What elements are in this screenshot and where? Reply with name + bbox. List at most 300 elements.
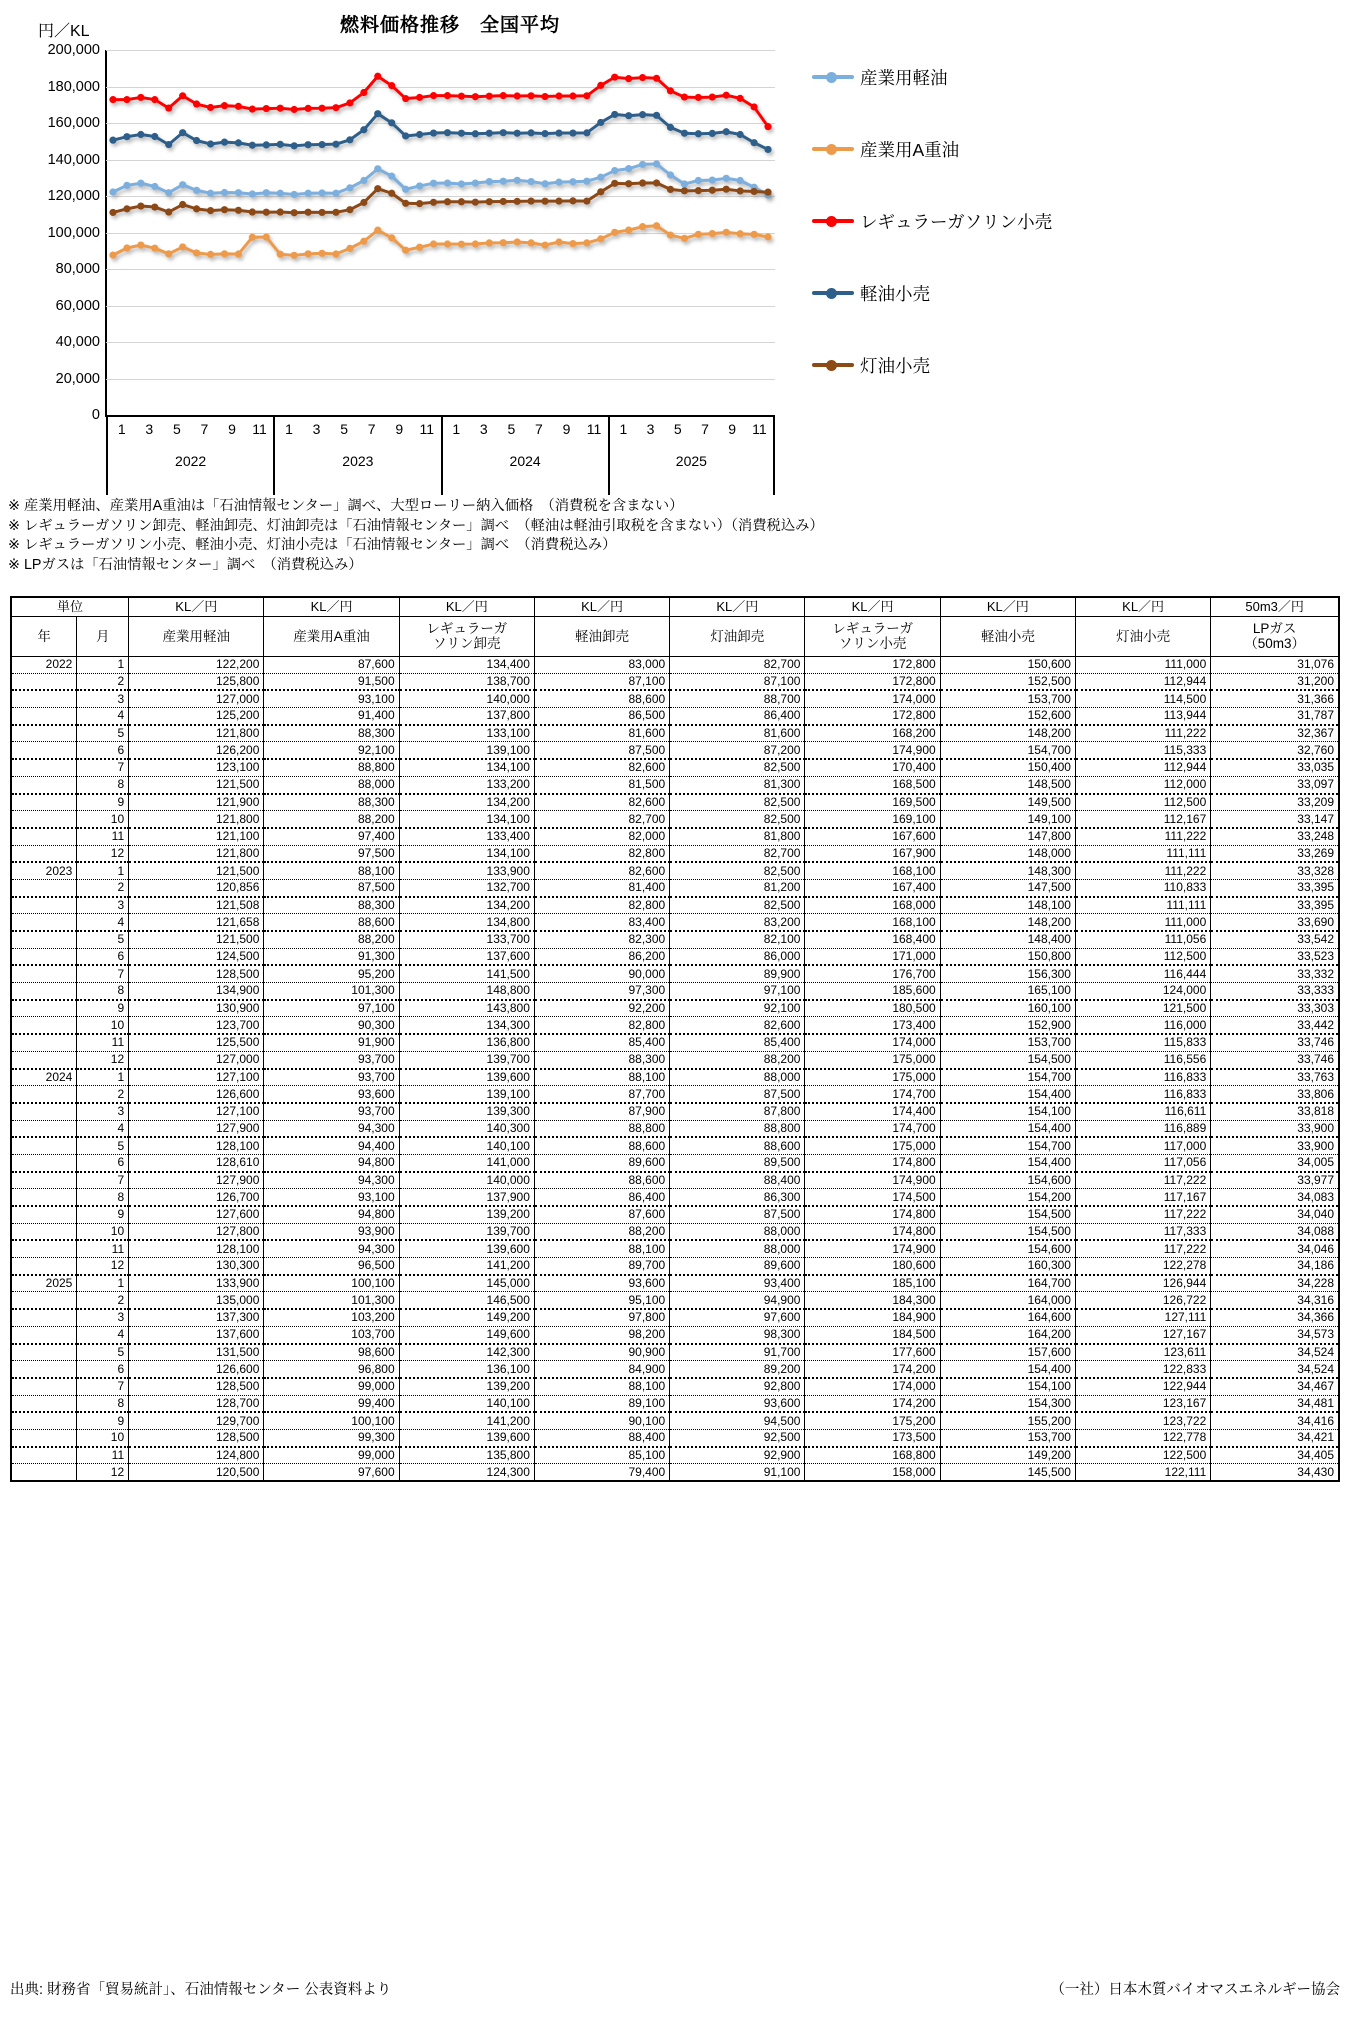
cell-industrial-heavy-oil-a: 94,800: [264, 1154, 399, 1171]
footnote-1: ※ 産業用軽油、産業用A重油は「石油情報センター」調べ、大型ローリー納入価格 （消費税を含まない）: [8, 498, 684, 514]
cell-diesel-wholesale: 89,600: [534, 1154, 669, 1171]
cell-industrial-heavy-oil-a: 99,300: [264, 1429, 399, 1446]
cell-month: 9: [77, 1206, 129, 1223]
cell-lp-gas: 33,746: [1211, 1034, 1339, 1051]
y-tick-label: 100,000: [47, 224, 100, 241]
cell-industrial-diesel: 121,900: [129, 794, 264, 811]
legend-item-4[interactable]: [812, 278, 930, 308]
cell-month: 11: [77, 1447, 129, 1464]
cell-kerosene-retail: 123,167: [1075, 1395, 1210, 1412]
cell-regular-gasoline-wholesale: 140,000: [399, 1172, 534, 1189]
cell-lp-gas: 34,405: [1211, 1447, 1339, 1464]
x-tick-label: 11: [419, 421, 435, 437]
cell-industrial-heavy-oil-a: 94,300: [264, 1120, 399, 1137]
cell-industrial-diesel: 126,600: [129, 1361, 264, 1378]
cell-industrial-heavy-oil-a: 93,900: [264, 1223, 399, 1240]
cell-year: [11, 759, 77, 776]
x-tick-label: 1: [452, 421, 461, 437]
cell-kerosene-retail: 117,333: [1075, 1223, 1210, 1240]
cell-lp-gas: 34,083: [1211, 1189, 1339, 1206]
table-row: [11, 656, 1339, 673]
cell-industrial-heavy-oil-a: 97,600: [264, 1464, 399, 1481]
cell-diesel-retail: 160,300: [940, 1258, 1075, 1275]
legend-marker-icon: [812, 214, 854, 228]
x-tick-label: 1: [619, 421, 628, 437]
cell-kerosene-retail: 112,944: [1075, 673, 1210, 690]
cell-lp-gas: 33,097: [1211, 776, 1339, 793]
x-tick-label: 9: [395, 421, 404, 437]
cell-month: 12: [77, 1258, 129, 1275]
cell-kerosene-retail: 116,444: [1075, 965, 1210, 982]
cell-year: [11, 725, 77, 742]
cell-industrial-diesel: 128,700: [129, 1395, 264, 1412]
legend-marker-icon: [812, 286, 854, 300]
cell-month: 8: [77, 983, 129, 1000]
table-row: [11, 1051, 1339, 1068]
cell-regular-gasoline-retail: 168,800: [805, 1447, 940, 1464]
cell-diesel-retail: 154,300: [940, 1395, 1075, 1412]
cell-industrial-heavy-oil-a: 88,200: [264, 931, 399, 948]
legend-item-1[interactable]: [812, 62, 948, 92]
cell-lp-gas: 33,900: [1211, 1120, 1339, 1137]
table-row: [11, 1086, 1339, 1103]
cell-diesel-retail: 148,500: [940, 776, 1075, 793]
footnote-2: ※ レギュラーガソリン卸売、軽油卸売、灯油卸売は「石油情報センター」調べ （軽油は軽油引取税を含まない）（消費税込み）: [8, 517, 824, 534]
cell-diesel-wholesale: 88,200: [534, 1223, 669, 1240]
cell-industrial-heavy-oil-a: 91,300: [264, 948, 399, 965]
cell-regular-gasoline-retail: 174,700: [805, 1120, 940, 1137]
table-row: [11, 965, 1339, 982]
cell-kerosene-retail: 126,944: [1075, 1275, 1210, 1292]
cell-kerosene-retail: 117,222: [1075, 1172, 1210, 1189]
cell-industrial-diesel: 130,300: [129, 1258, 264, 1275]
cell-diesel-wholesale: 95,100: [534, 1292, 669, 1309]
cell-kerosene-retail: 116,833: [1075, 1069, 1210, 1086]
cell-year: [11, 1206, 77, 1223]
cell-month: 1: [77, 862, 129, 879]
cell-industrial-diesel: 128,100: [129, 1137, 264, 1154]
cell-kerosene-wholesale: 92,500: [670, 1429, 805, 1446]
cell-lp-gas: 33,442: [1211, 1017, 1339, 1034]
cell-diesel-retail: 147,800: [940, 828, 1075, 845]
cell-regular-gasoline-wholesale: 133,200: [399, 776, 534, 793]
cell-diesel-wholesale: 88,100: [534, 1378, 669, 1395]
cell-kerosene-retail: 115,833: [1075, 1034, 1210, 1051]
cell-regular-gasoline-retail: 180,500: [805, 1000, 940, 1017]
cell-lp-gas: 34,228: [1211, 1275, 1339, 1292]
cell-kerosene-retail: 111,000: [1075, 914, 1210, 931]
cell-industrial-heavy-oil-a: 90,300: [264, 1017, 399, 1034]
unit-cell-5: KL／円: [670, 597, 805, 616]
cell-industrial-heavy-oil-a: 93,700: [264, 1069, 399, 1086]
cell-lp-gas: 31,200: [1211, 673, 1339, 690]
cell-kerosene-wholesale: 97,100: [670, 983, 805, 1000]
table-body: [11, 656, 1339, 1481]
cell-diesel-wholesale: 82,700: [534, 811, 669, 828]
cell-month: 7: [77, 965, 129, 982]
cell-diesel-retail: 154,400: [940, 1086, 1075, 1103]
cell-industrial-heavy-oil-a: 88,800: [264, 759, 399, 776]
cell-diesel-wholesale: 82,600: [534, 759, 669, 776]
cell-kerosene-wholesale: 86,400: [670, 708, 805, 725]
cell-kerosene-retail: 127,111: [1075, 1309, 1210, 1326]
cell-regular-gasoline-wholesale: 139,200: [399, 1206, 534, 1223]
cell-month: 11: [77, 1240, 129, 1257]
table-row: [11, 1378, 1339, 1395]
cell-year: [11, 673, 77, 690]
cell-diesel-wholesale: 87,500: [534, 742, 669, 759]
cell-diesel-retail: 154,400: [940, 1120, 1075, 1137]
y-tick-label: 160,000: [47, 115, 100, 131]
y-tick-label: 120,000: [47, 188, 100, 204]
col-header-line1: レギュラーガ: [426, 621, 508, 636]
x-tick-label: 5: [507, 421, 516, 437]
cell-lp-gas: 32,367: [1211, 725, 1339, 742]
cell-month: 4: [77, 1326, 129, 1343]
cell-kerosene-retail: 113,944: [1075, 708, 1210, 725]
cell-regular-gasoline-wholesale: 139,700: [399, 1051, 534, 1068]
x-axis-month-ticks: [275, 421, 440, 449]
y-tick-label: 80,000: [55, 261, 100, 277]
cell-month: 2: [77, 1086, 129, 1103]
y-axis-unit-label: 円／KL: [38, 23, 90, 40]
cell-lp-gas: 33,763: [1211, 1069, 1339, 1086]
cell-industrial-heavy-oil-a: 91,400: [264, 708, 399, 725]
cell-year: [11, 1051, 77, 1068]
cell-industrial-heavy-oil-a: 93,700: [264, 1103, 399, 1120]
cell-year: [11, 1120, 77, 1137]
cell-month: 12: [77, 1051, 129, 1068]
cell-diesel-retail: 153,700: [940, 1034, 1075, 1051]
cell-regular-gasoline-wholesale: 134,200: [399, 897, 534, 914]
cell-lp-gas: 33,395: [1211, 897, 1339, 914]
cell-lp-gas: 34,430: [1211, 1464, 1339, 1481]
cell-regular-gasoline-wholesale: 140,000: [399, 690, 534, 707]
legend-label: 灯油小売: [860, 355, 930, 376]
legend-item-2[interactable]: [812, 134, 959, 164]
cell-kerosene-retail: 114,500: [1075, 690, 1210, 707]
cell-month: 3: [77, 690, 129, 707]
cell-regular-gasoline-retail: 168,400: [805, 931, 940, 948]
table-row: [11, 708, 1339, 725]
x-tick-label: 5: [172, 421, 181, 437]
y-tick-label: 60,000: [55, 297, 100, 314]
cell-month: 6: [77, 1361, 129, 1378]
cell-diesel-retail: 147,500: [940, 879, 1075, 896]
x-tick-label: 3: [479, 421, 488, 437]
cell-regular-gasoline-wholesale: 137,600: [399, 948, 534, 965]
table-row: [11, 1292, 1339, 1309]
cell-regular-gasoline-wholesale: 138,700: [399, 673, 534, 690]
cell-lp-gas: 34,088: [1211, 1223, 1339, 1240]
cell-year: [11, 931, 77, 948]
cell-kerosene-wholesale: 88,000: [670, 1069, 805, 1086]
cell-industrial-diesel: 127,100: [129, 1103, 264, 1120]
cell-kerosene-retail: 122,944: [1075, 1378, 1210, 1395]
cell-regular-gasoline-wholesale: 146,500: [399, 1292, 534, 1309]
cell-regular-gasoline-wholesale: 134,100: [399, 811, 534, 828]
cell-month: 10: [77, 1017, 129, 1034]
cell-diesel-retail: 149,200: [940, 1447, 1075, 1464]
cell-industrial-diesel: 120,500: [129, 1464, 264, 1481]
cell-kerosene-wholesale: 88,800: [670, 1120, 805, 1137]
cell-regular-gasoline-retail: 184,900: [805, 1309, 940, 1326]
cell-industrial-heavy-oil-a: 88,600: [264, 914, 399, 931]
table-row: [11, 1309, 1339, 1326]
x-tick-label: 11: [752, 421, 767, 437]
cell-industrial-diesel: 130,900: [129, 1000, 264, 1017]
cell-lp-gas: 33,035: [1211, 759, 1339, 776]
x-axis-year-label: 2023: [342, 453, 374, 469]
cell-industrial-heavy-oil-a: 93,600: [264, 1086, 399, 1103]
y-tick-label: 0: [91, 407, 100, 423]
cell-month: 6: [77, 948, 129, 965]
cell-regular-gasoline-wholesale: 141,500: [399, 965, 534, 982]
col-header-kerosene-retail: 灯油小売: [1075, 616, 1210, 656]
cell-kerosene-retail: 122,778: [1075, 1429, 1210, 1446]
table-row: [11, 914, 1339, 931]
cell-industrial-diesel: 128,100: [129, 1240, 264, 1257]
cell-diesel-retail: 145,500: [940, 1464, 1075, 1481]
cell-month: 5: [77, 1137, 129, 1154]
cell-month: 5: [77, 1344, 129, 1361]
cell-diesel-wholesale: 85,100: [534, 1447, 669, 1464]
cell-lp-gas: 31,076: [1211, 656, 1339, 673]
cell-industrial-diesel: 121,100: [129, 828, 264, 845]
cell-diesel-wholesale: 92,200: [534, 1000, 669, 1017]
x-axis-month-ticks: [443, 421, 608, 449]
cell-diesel-retail: 154,700: [940, 1069, 1075, 1086]
cell-regular-gasoline-retail: 184,500: [805, 1326, 940, 1343]
cell-industrial-heavy-oil-a: 94,300: [264, 1172, 399, 1189]
cell-kerosene-wholesale: 89,200: [670, 1361, 805, 1378]
cell-month: 3: [77, 897, 129, 914]
cell-lp-gas: 34,416: [1211, 1412, 1339, 1429]
cell-month: 2: [77, 1292, 129, 1309]
cell-regular-gasoline-retail: 174,800: [805, 1154, 940, 1171]
cell-regular-gasoline-wholesale: 133,400: [399, 828, 534, 845]
cell-diesel-retail: 164,600: [940, 1309, 1075, 1326]
y-tick-label: 180,000: [47, 78, 100, 95]
table-row: [11, 828, 1339, 845]
cell-regular-gasoline-retail: 174,000: [805, 690, 940, 707]
cell-kerosene-wholesale: 91,100: [670, 1464, 805, 1481]
table-row: [11, 845, 1339, 862]
cell-lp-gas: 33,248: [1211, 828, 1339, 845]
cell-diesel-retail: 154,400: [940, 1154, 1075, 1171]
cell-diesel-retail: 152,500: [940, 673, 1075, 690]
table-row: [11, 1189, 1339, 1206]
table-row: [11, 776, 1339, 793]
cell-regular-gasoline-retail: 184,300: [805, 1292, 940, 1309]
cell-regular-gasoline-wholesale: 141,200: [399, 1258, 534, 1275]
cell-regular-gasoline-wholesale: 140,100: [399, 1137, 534, 1154]
cell-year: [11, 776, 77, 793]
cell-lp-gas: 34,467: [1211, 1378, 1339, 1395]
cell-kerosene-wholesale: 89,500: [670, 1154, 805, 1171]
table-row: [11, 1206, 1339, 1223]
cell-regular-gasoline-retail: 177,600: [805, 1344, 940, 1361]
x-axis-year-band: [106, 417, 273, 495]
legend-marker-icon: [812, 70, 854, 84]
cell-lp-gas: 33,332: [1211, 965, 1339, 982]
table-row: [11, 862, 1339, 879]
cell-regular-gasoline-wholesale: 141,200: [399, 1412, 534, 1429]
table-row: [11, 983, 1339, 1000]
cell-diesel-wholesale: 89,100: [534, 1395, 669, 1412]
cell-month: 6: [77, 1154, 129, 1171]
x-axis-year-label: 2024: [509, 453, 541, 469]
cell-regular-gasoline-retail: 175,000: [805, 1051, 940, 1068]
plot-area: [106, 50, 775, 415]
cell-diesel-retail: 152,900: [940, 1017, 1075, 1034]
cell-industrial-heavy-oil-a: 97,500: [264, 845, 399, 862]
table-row: [11, 1017, 1339, 1034]
cell-regular-gasoline-retail: 168,100: [805, 862, 940, 879]
cell-regular-gasoline-wholesale: 136,800: [399, 1034, 534, 1051]
cell-industrial-diesel: 121,508: [129, 897, 264, 914]
cell-industrial-diesel: 123,700: [129, 1017, 264, 1034]
cell-regular-gasoline-retail: 168,500: [805, 776, 940, 793]
cell-month: 9: [77, 1412, 129, 1429]
table-row: [11, 1069, 1339, 1086]
cell-diesel-retail: 154,700: [940, 1137, 1075, 1154]
x-axis-month-ticks: [108, 421, 273, 449]
cell-diesel-retail: 164,000: [940, 1292, 1075, 1309]
cell-kerosene-retail: 121,500: [1075, 1000, 1210, 1017]
cell-diesel-retail: 154,500: [940, 1223, 1075, 1240]
cell-kerosene-wholesale: 88,700: [670, 690, 805, 707]
table-row: [11, 1034, 1339, 1051]
cell-diesel-wholesale: 79,400: [534, 1464, 669, 1481]
cell-lp-gas: 33,147: [1211, 811, 1339, 828]
cell-regular-gasoline-retail: 170,400: [805, 759, 940, 776]
col-header-lp-gas: [1211, 616, 1339, 656]
cell-industrial-heavy-oil-a: 87,500: [264, 879, 399, 896]
cell-kerosene-wholesale: 82,500: [670, 811, 805, 828]
cell-kerosene-retail: 111,222: [1075, 862, 1210, 879]
cell-industrial-heavy-oil-a: 96,500: [264, 1258, 399, 1275]
source-note: 出典: 財務省「貿易統計」、石油情報センター 公表資料より: [10, 1982, 392, 1998]
cell-diesel-retail: 149,100: [940, 811, 1075, 828]
cell-industrial-heavy-oil-a: 88,300: [264, 794, 399, 811]
x-tick-label: 5: [340, 421, 349, 437]
cell-year: [11, 1034, 77, 1051]
col-header-regular-gasoline-wholesale: [399, 616, 534, 656]
cell-kerosene-wholesale: 81,600: [670, 725, 805, 742]
cell-industrial-diesel: 124,800: [129, 1447, 264, 1464]
cell-diesel-retail: 149,500: [940, 794, 1075, 811]
cell-regular-gasoline-retail: 185,600: [805, 983, 940, 1000]
cell-kerosene-retail: 117,000: [1075, 1137, 1210, 1154]
cell-regular-gasoline-wholesale: 134,300: [399, 1017, 534, 1034]
cell-month: 4: [77, 708, 129, 725]
cell-regular-gasoline-wholesale: 134,400: [399, 656, 534, 673]
cell-regular-gasoline-wholesale: 139,300: [399, 1103, 534, 1120]
cell-month: 12: [77, 1464, 129, 1481]
cell-kerosene-wholesale: 97,600: [670, 1309, 805, 1326]
cell-kerosene-retail: 126,722: [1075, 1292, 1210, 1309]
cell-industrial-diesel: 125,500: [129, 1034, 264, 1051]
table-row: [11, 897, 1339, 914]
cell-regular-gasoline-retail: 175,000: [805, 1069, 940, 1086]
cell-lp-gas: 33,395: [1211, 879, 1339, 896]
unit-cell-7: KL／円: [940, 597, 1075, 616]
cell-diesel-retail: 155,200: [940, 1412, 1075, 1429]
cell-kerosene-wholesale: 98,300: [670, 1326, 805, 1343]
cell-lp-gas: 34,005: [1211, 1154, 1339, 1171]
cell-diesel-wholesale: 88,400: [534, 1429, 669, 1446]
cell-month: 2: [77, 673, 129, 690]
cell-diesel-wholesale: 82,300: [534, 931, 669, 948]
cell-regular-gasoline-retail: 174,200: [805, 1395, 940, 1412]
cell-diesel-retail: 150,400: [940, 759, 1075, 776]
legend-item-3[interactable]: [812, 206, 1052, 236]
cell-diesel-wholesale: 86,500: [534, 708, 669, 725]
cell-regular-gasoline-wholesale: 139,700: [399, 1223, 534, 1240]
cell-diesel-retail: 153,700: [940, 1429, 1075, 1446]
cell-kerosene-wholesale: 82,100: [670, 931, 805, 948]
cell-kerosene-wholesale: 83,200: [670, 914, 805, 931]
cell-industrial-heavy-oil-a: 91,500: [264, 673, 399, 690]
legend-marker-icon: [812, 358, 854, 372]
table-row: [11, 1000, 1339, 1017]
cell-month: 10: [77, 1223, 129, 1240]
col-header-kerosene-wholesale: 灯油卸売: [670, 616, 805, 656]
table-row: [11, 1464, 1339, 1481]
cell-year: [11, 1137, 77, 1154]
cell-regular-gasoline-wholesale: 139,200: [399, 1378, 534, 1395]
cell-diesel-retail: 153,700: [940, 690, 1075, 707]
cell-kerosene-wholesale: 88,600: [670, 1137, 805, 1154]
cell-industrial-heavy-oil-a: 96,800: [264, 1361, 399, 1378]
cell-regular-gasoline-retail: 168,200: [805, 725, 940, 742]
cell-regular-gasoline-retail: 174,000: [805, 1034, 940, 1051]
cell-industrial-diesel: 133,900: [129, 1275, 264, 1292]
cell-diesel-retail: 148,200: [940, 725, 1075, 742]
cell-regular-gasoline-retail: 173,400: [805, 1017, 940, 1034]
cell-lp-gas: 33,269: [1211, 845, 1339, 862]
cell-diesel-wholesale: 81,500: [534, 776, 669, 793]
cell-kerosene-wholesale: 94,500: [670, 1412, 805, 1429]
y-tick-label: 140,000: [47, 151, 100, 168]
legend-item-5[interactable]: [812, 350, 930, 380]
cell-kerosene-retail: 112,167: [1075, 811, 1210, 828]
table-row: [11, 811, 1339, 828]
cell-kerosene-wholesale: 82,500: [670, 862, 805, 879]
col-header-industrial-diesel: 産業用軽油: [129, 616, 264, 656]
cell-year: [11, 879, 77, 896]
cell-month: 5: [77, 931, 129, 948]
cell-month: 11: [77, 1034, 129, 1051]
col-header-line2: ソリン小売: [838, 636, 907, 651]
cell-lp-gas: 33,542: [1211, 931, 1339, 948]
cell-regular-gasoline-retail: 185,100: [805, 1275, 940, 1292]
cell-diesel-retail: 152,600: [940, 708, 1075, 725]
series-産業用軽油: [109, 160, 771, 198]
cell-kerosene-retail: 111,056: [1075, 931, 1210, 948]
cell-diesel-wholesale: 88,100: [534, 1240, 669, 1257]
cell-industrial-heavy-oil-a: 94,300: [264, 1240, 399, 1257]
cell-regular-gasoline-wholesale: 142,300: [399, 1344, 534, 1361]
data-table-wrap: [10, 596, 1340, 1482]
cell-regular-gasoline-retail: 176,700: [805, 965, 940, 982]
cell-kerosene-wholesale: 91,700: [670, 1344, 805, 1361]
col-header-industrial-heavy-oil-a: 産業用A重油: [264, 616, 399, 656]
cell-regular-gasoline-wholesale: 139,100: [399, 1086, 534, 1103]
cell-industrial-diesel: 121,500: [129, 931, 264, 948]
x-tick-label: 1: [117, 421, 126, 437]
